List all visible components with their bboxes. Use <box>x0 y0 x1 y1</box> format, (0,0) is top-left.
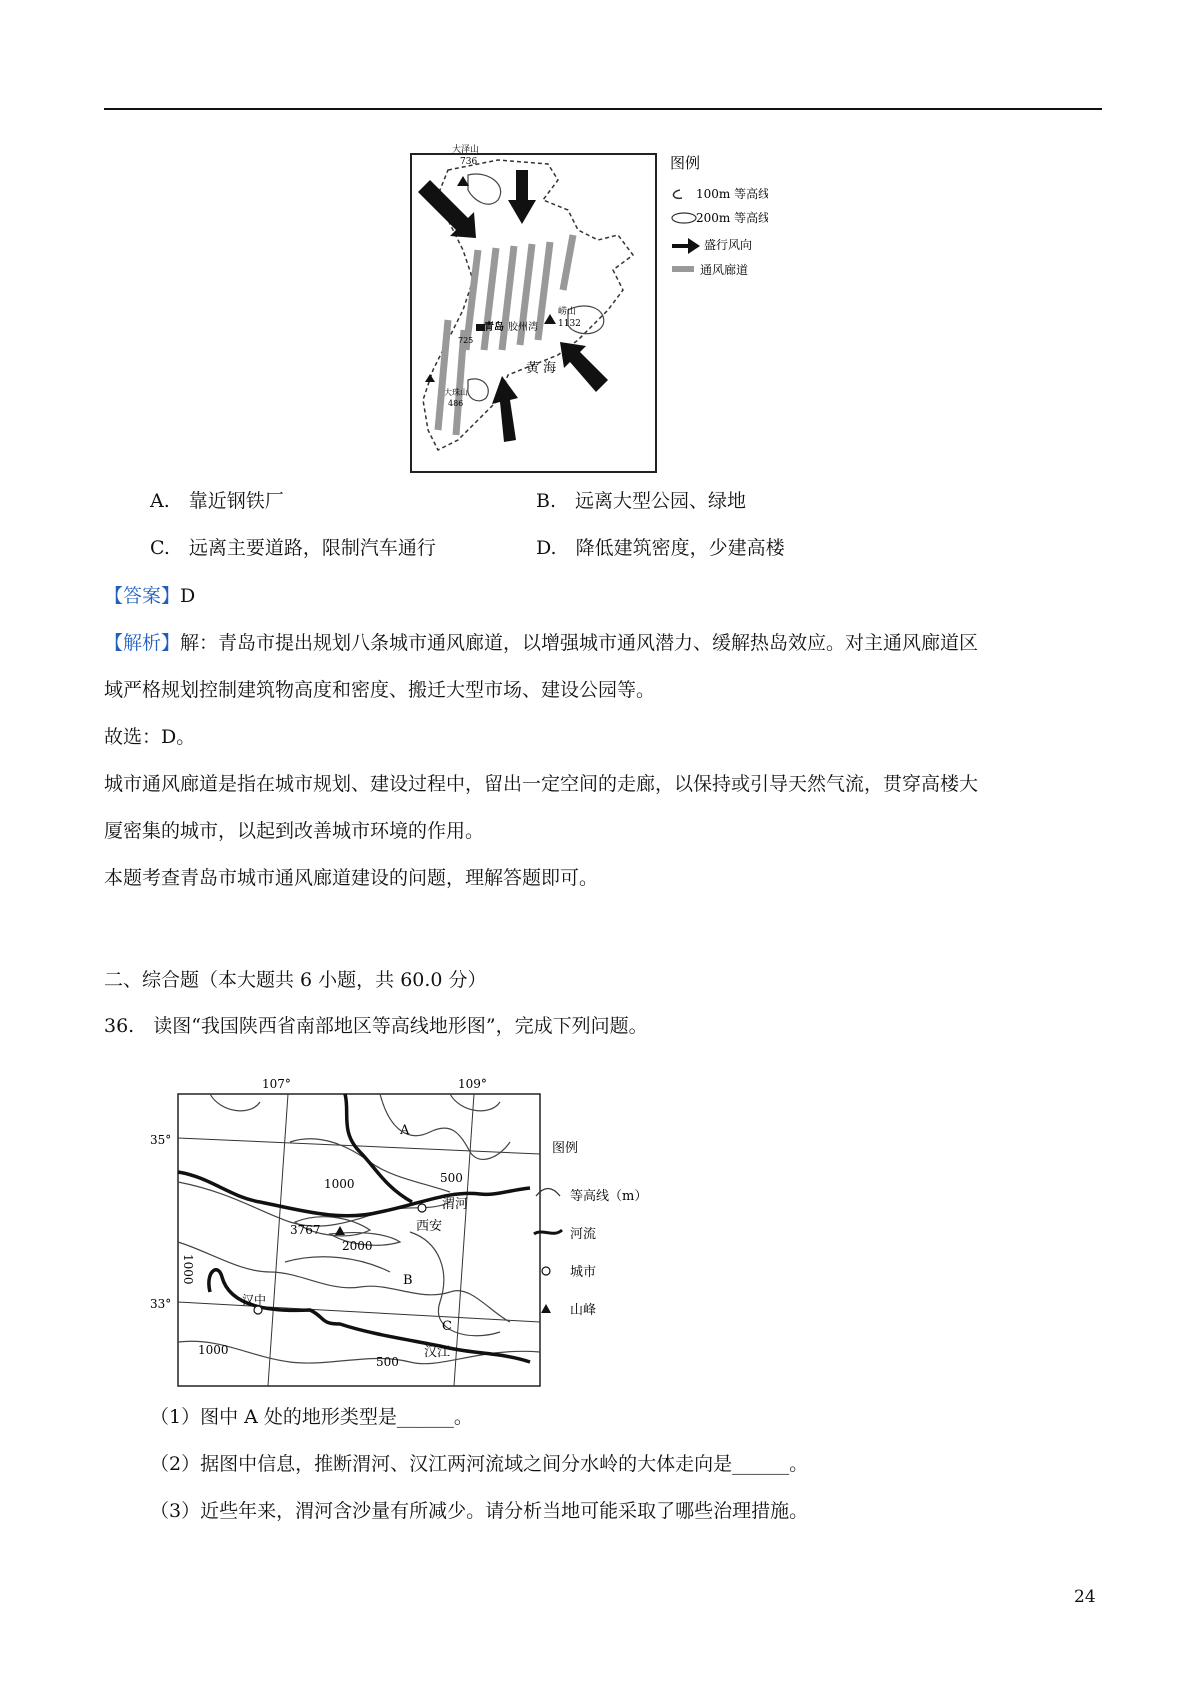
header-rule <box>104 108 1102 110</box>
label-hanjiang: 汉江 <box>424 1345 451 1360</box>
label-jiaozhouwan: 胶州湾 <box>508 322 538 333</box>
label-weihe: 渭河 <box>442 1197 469 1212</box>
legend-title: 图例 <box>670 154 701 172</box>
legend2-item: 山峰 <box>570 1303 597 1318</box>
analysis-text: 解：青岛市提出规划八条城市通风廊道，以增强城市通风潜力、缓解热岛效应。对主通风廊道区 <box>180 632 979 654</box>
shaanxi-contour-map <box>150 1072 710 1392</box>
legend2-peak-icon <box>541 1304 551 1313</box>
q36-sub3: （3）近些年来，渭河含沙量有所减少。请分析当地可能采取了哪些治理措施。 <box>150 1500 809 1522</box>
label-dazhushan-height: 486 <box>448 399 464 408</box>
label-dazeshan: 大泽山 <box>452 145 480 155</box>
legend2-item: 等高线（m） <box>570 1189 648 1204</box>
label-hanzhong: 汉中 <box>242 1293 267 1307</box>
legend-item: 通风廊道 <box>700 263 749 277</box>
legend-corridor-icon <box>672 266 694 272</box>
city-hanzhong-icon <box>254 1306 262 1314</box>
analysis-tag: 【解析】 <box>104 632 181 654</box>
q36-stem: 36. 读图“我国陕西省南部地区等高线地形图”，完成下列问题。 <box>104 1015 648 1037</box>
analysis-line-2: 域严格规划控制建筑物高度和密度、搬迁大型市场、建设公园等。 <box>104 679 656 701</box>
q36-sub2: （2）据图中信息，推断渭河、汉江两河流域之间分水岭的大体走向是______。 <box>150 1453 809 1475</box>
analysis-line-4: 城市通风廊道是指在城市规划、建设过程中，留出一定空间的走廊，以保持或引导天然气流，贯穿高楼大 <box>104 773 979 795</box>
legend2-item: 城市 <box>570 1265 597 1280</box>
section-heading: 二、综合题（本大题共 6 小题，共 60.0 分） <box>104 969 487 991</box>
label-huanghai: 黄 海 <box>526 361 557 376</box>
label-dazeshan-height: 736 <box>460 157 478 167</box>
label-contour-2000: 2000 <box>342 1239 373 1253</box>
label-point-b: B <box>403 1273 413 1288</box>
label-point-a: A <box>400 1123 410 1138</box>
label-lon-107: 107° <box>262 1077 291 1091</box>
label-contour-1000-left: 1000 <box>181 1254 195 1285</box>
label-lat-35: 35° <box>150 1133 172 1147</box>
legend-item: 盛行风向 <box>704 238 753 252</box>
option-d: D. 降低建筑密度，少建高楼 <box>536 537 785 559</box>
legend-contour-200-icon <box>672 213 696 223</box>
legend-item: 100m 等高线 <box>696 187 768 201</box>
label-xian: 西安 <box>416 1219 443 1234</box>
label-dazhushan: 大珠山 <box>444 388 468 397</box>
answer-value: D <box>180 585 196 607</box>
analysis-line-6: 本题考查青岛市城市通风廊道建设的问题，理解答题即可。 <box>104 867 599 889</box>
legend2-city-icon <box>542 1267 550 1275</box>
city-xian-icon <box>418 1204 426 1212</box>
label-peak-3767: 3767 <box>290 1223 321 1237</box>
label-contour-1000-bottom: 1000 <box>198 1343 229 1357</box>
label-contour-500-top: 500 <box>440 1171 463 1185</box>
legend2-item: 河流 <box>570 1227 597 1242</box>
page-number: 24 <box>1074 1587 1096 1607</box>
label-hill-height: 725 <box>458 336 474 345</box>
option-a: A. 靠近钢铁厂 <box>150 490 284 512</box>
qingdao-ventilation-map <box>408 140 768 475</box>
label-contour-500-bottom: 500 <box>376 1355 399 1369</box>
analysis-line-3: 故选：D。 <box>104 726 196 748</box>
label-laoshan: 崂山 <box>558 307 577 317</box>
option-b: B. 远离大型公园、绿地 <box>536 490 747 512</box>
q36-sub1: （1）图中 A 处的地形类型是______。 <box>150 1406 473 1428</box>
analysis-line-1 <box>104 630 978 656</box>
label-qingdao: 青岛 <box>484 322 504 333</box>
legend2-title: 图例 <box>552 1141 579 1156</box>
answer-tag: 【答案】 <box>104 585 181 607</box>
label-contour-1000-top: 1000 <box>324 1177 355 1191</box>
label-laoshan-height: 1132 <box>558 319 581 329</box>
answer-line <box>104 583 195 609</box>
legend-item: 200m 等高线 <box>696 211 768 225</box>
label-point-c: C <box>442 1319 452 1334</box>
legend-wind-icon <box>672 238 700 254</box>
analysis-line-5: 厦密集的城市，以起到改善城市环境的作用。 <box>104 820 485 842</box>
legend-contour-100-icon <box>673 190 682 198</box>
label-lat-33: 33° <box>150 1297 172 1311</box>
label-lon-109: 109° <box>458 1077 487 1091</box>
option-c: C. 远离主要道路，限制汽车通行 <box>150 537 436 559</box>
